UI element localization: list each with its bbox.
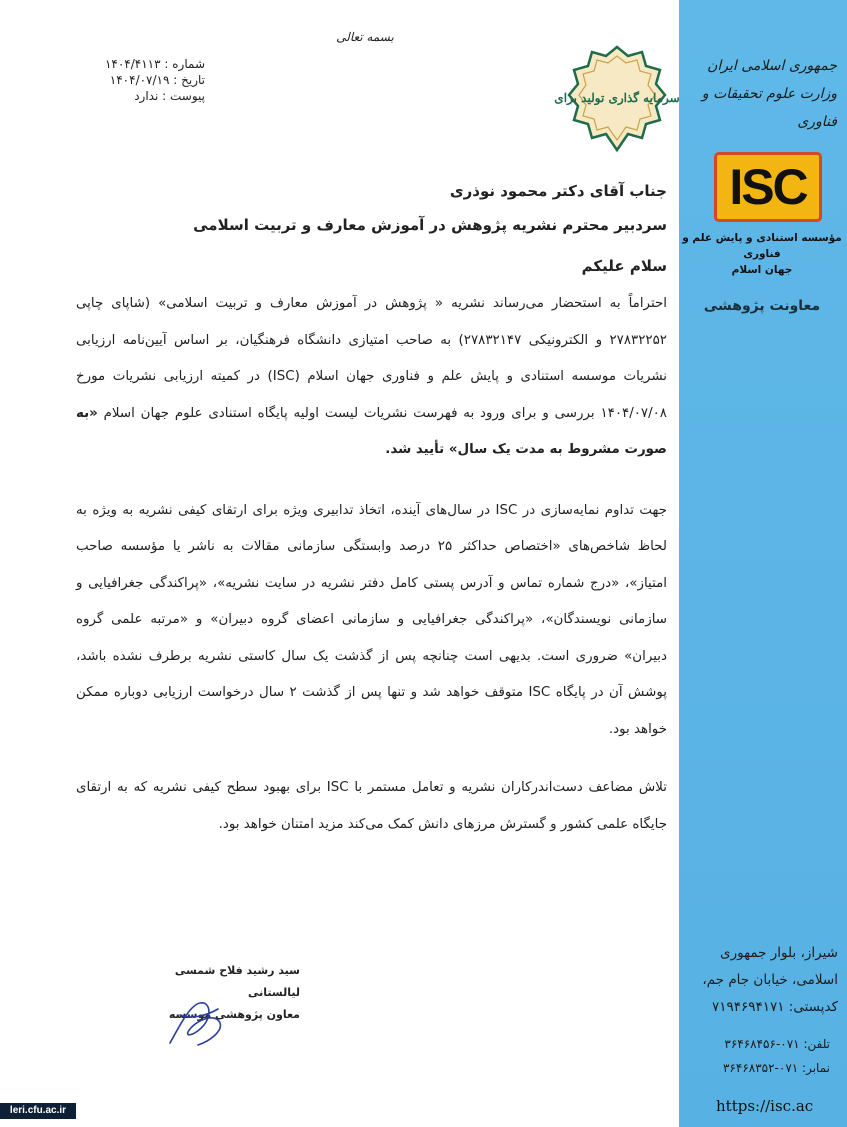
paragraph-1 (76, 286, 667, 469)
recipient-name: جناب آقای دکتر محمود نوذری (449, 182, 667, 200)
letter-meta (60, 56, 205, 104)
signer-name: سید رشید فلاح شمسی لیالستانی (174, 964, 300, 999)
department-name: معاونت پژوهشی (703, 298, 821, 314)
number-value: ۱۴۰۴/۴۱۱۳ (104, 57, 161, 71)
greeting: سلام علیکم (581, 257, 667, 275)
attachment-line (60, 88, 205, 104)
contact-block (690, 1032, 830, 1080)
recipient-block (100, 174, 667, 242)
address-block (690, 940, 838, 1021)
year-slogan-emblem (554, 44, 680, 154)
paragraph-3: تلاش مضاعف دست‌اندرکاران نشریه و تعامل مستمر با ISC برای بهبود سطح کیفی نشریه که به ارتقای جایگاه علمی کشور و گسترش مرزهای دانش کمک می‌کند مزید امتنان خواهد بود. (76, 780, 667, 832)
signer-title: معاون پژوهشی موسسه (168, 1008, 300, 1021)
number-line (60, 56, 205, 72)
letter-body (76, 286, 667, 843)
bismillah: بسمه تعالی (336, 30, 394, 44)
paragraph-1-text: احتراماً به استحضار می‌رساند نشریه « پژوهش در آموزش معارف و تربیت اسلامی» (شاپای چاپی ۲۷۸۳۲۲۵۲ و الکترونیکی ۲۷۸۳۲۱۴۷) به صاحب امتیازی دانشگاه فرهنگیان، بر اساس آیین‌نامه ارزیابی نشریات موسسه استنادی و پایش علم و فناوری جهان اسلام (ISC) در کمیته ارزیابی نشریات مورخ ۱۴۰۴/۰۷/۰۸ بررسی و برای ورود به فهرست نشریات لیست اولیه پایگاه استنادی علوم جهان اسلام (76, 296, 668, 421)
paragraph-2: جهت تداوم نمایه‌سازی در ISC در سال‌های آینده، اتخاذ تدابیری ویژه برای ارتقای کیفی نشریه به ویژه به لحاظ شاخص‌های «اختصاص حداکثر ۲۵ درصد وابستگی سازمانی مقالات به ناشر یا مؤسسه صاحب امتیاز»، «درج شماره تماس و آدرس پستی کامل دفتر نشریه در سایت نشریه»، «پراکندگی جغرافیایی و سازمانی نویسندگان»، «پراکندگی جغرافیایی و سازمانی اعضای گروه دبیران» و «مرتبه علمی گروه دبیران» ضروری است. بدیهی است چنانچه پس از گذشت یک سال کاستی نشریه برطرف نشده باشد، پوشش آن در پایگاه ISC متوقف خواهد شد و تنها پس از گذشت ۲ سال درخواست ارزیابی دوباره ممکن خواهد بود. (76, 502, 667, 737)
country-name: جمهوری اسلامی ایران (707, 58, 837, 74)
date-label: تاریخ : (173, 73, 205, 87)
approval-statement: «به صورت مشروط به مدت یک سال» تأیید شد. (76, 405, 667, 457)
fax: نمابر: ۰۷۱-۳۶۴۶۸۳۵۲ (722, 1061, 830, 1075)
institute-line-1: مؤسسه استنادی و پایش علم و فناوری (682, 232, 842, 260)
date-value: ۱۴۰۴/۰۷/۱۹ (109, 73, 170, 87)
emblem-text: سرمایه گذاری تولید برای (554, 91, 680, 105)
watermark: leri.cfu.ac.ir (0, 1103, 76, 1119)
recipient-title: سردبیر محترم نشریه پژوهش در آموزش معارف و تربیت اسلامی (193, 216, 667, 234)
website-url[interactable]: https://isc.ac (716, 1097, 814, 1115)
handwritten-signature (160, 995, 230, 1050)
isc-logo (714, 152, 822, 222)
address-line-1: شیراز، بلوار جمهوری (720, 945, 838, 961)
isc-logo-text: ISC (729, 159, 807, 215)
institute-name (682, 230, 842, 278)
attachment-label: پیوست : (162, 89, 205, 103)
postal-code: کدپستی: ۷۱۹۴۶۹۴۱۷۱ (712, 999, 838, 1015)
telephone: تلفن: ۰۷۱-۳۶۴۶۸۴۵۶ (724, 1037, 830, 1051)
ministry-name: وزارت علوم تحقیقات و فناوری (701, 86, 837, 130)
date-line (60, 72, 205, 88)
ministry-header (687, 52, 837, 136)
attachment-value: ندارد (134, 89, 159, 103)
address-line-2: اسلامی، خیابان جام جم، (702, 972, 838, 988)
number-label: شماره : (164, 57, 205, 71)
institute-line-2: جهان اسلام (731, 264, 793, 276)
